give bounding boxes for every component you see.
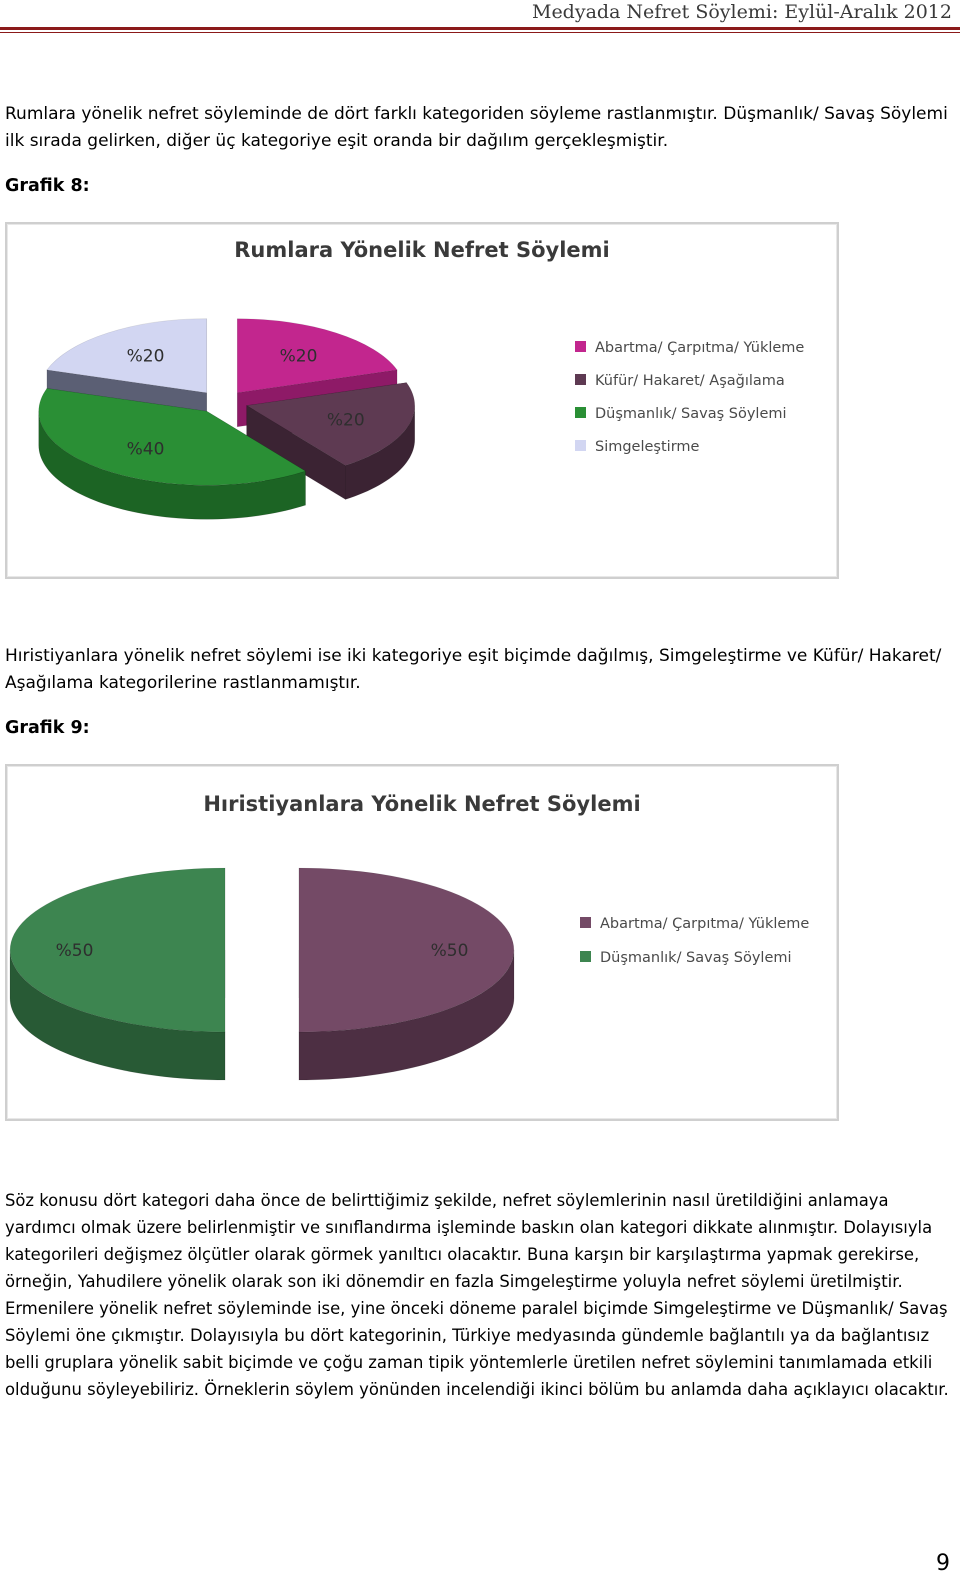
grafik-9-label: Grafik 9: xyxy=(5,718,90,738)
legend-swatch xyxy=(575,341,586,352)
legend-label: Düşmanlık/ Savaş Söylemi xyxy=(600,950,792,966)
legend-item-kufur-hakaret-asagilama xyxy=(575,373,785,389)
pie-group xyxy=(10,868,514,1080)
chart-hiristiyanlara-svg xyxy=(7,766,837,1119)
legend-item-dusmanlik-savas-soylemi xyxy=(580,950,792,966)
data-label: %50 xyxy=(430,941,469,961)
legend-item-dusmanlik-savas-soylemi xyxy=(575,406,787,422)
chart-rumlara-svg xyxy=(7,224,837,577)
legend-swatch xyxy=(580,917,591,928)
legend-label: Abartma/ Çarpıtma/ Yükleme xyxy=(600,916,810,932)
legend xyxy=(580,916,809,966)
legend xyxy=(575,340,804,455)
chart-rumlara xyxy=(5,222,839,579)
legend-label: Küfür/ Hakaret/ Aşağılama xyxy=(595,373,785,389)
slice-abartma-carpitma-yukleme xyxy=(299,868,514,1080)
legend-item-abartma-carpitma-yukleme xyxy=(575,340,804,356)
chart-title: Hıristiyanlara Yönelik Nefret Söylemi xyxy=(203,792,641,816)
legend-swatch xyxy=(575,374,586,385)
data-label: %20 xyxy=(126,346,165,367)
running-header: Medyada Nefret Söylemi: Eylül-Aralık 2012 xyxy=(531,1,952,23)
grafik-8-label: Grafik 8: xyxy=(5,176,90,196)
chart-title: Rumlara Yönelik Nefret Söylemi xyxy=(234,238,610,262)
header-rule xyxy=(0,27,960,30)
header-rule-thin xyxy=(0,32,960,33)
legend-label: Simgeleştirme xyxy=(595,439,700,455)
data-label: %20 xyxy=(279,346,318,367)
data-label: %40 xyxy=(126,439,165,460)
paragraph-conclusion: Söz konusu dört kategori daha önce de belirttiğimiz şekilde, nefret söylemlerinin nasıl üretildiğini anlamaya yardımcı olmak üzere belirlenmiştir ve sınıflandırma işleminde baskın olan kategori dikkate alınmıştır. Dolayısıyla kategorileri değişmez ölçütler olarak görmek yanıltıcı olacaktır. Buna karşın bir karşılaştırma yapmak gerekirse, örneğin, Yahudilere yönelik olarak son iki dönemdir en fazla Simgeleştirme yoluyla nefret söylemi üretilmiştir. Ermenilere yönelik nefret söyleminde ise, yine önceki döneme paralel biçimde Simgeleştirme ve Düşmanlık/ Savaş Söylemi öne çıkmıştır. Dolayısıyla bu dört kategorinin, Türkiye medyasında gündemle bağlantılı ya da bağlantısız belli gruplara yönelik sabit biçimde ve çoğu zaman tipik yöntemlerle üretilen nefret söylemini tanımlamada etkili olduğunu söyleyebiliriz. Örneklerin söylem yönünden incelendiği ikinci bölüm bu anlamda daha açıklayıcı olacaktır. xyxy=(5,1191,949,1399)
legend-item-abartma-carpitma-yukleme xyxy=(580,916,809,932)
chart-hiristiyanlara xyxy=(5,764,839,1121)
data-label: %50 xyxy=(55,941,94,961)
slice-dusmanlik-savas-soylemi xyxy=(10,868,225,1080)
legend-item-simgelestirme xyxy=(575,439,700,455)
legend-label: Düşmanlık/ Savaş Söylemi xyxy=(595,406,787,422)
legend-swatch xyxy=(575,440,586,451)
legend-swatch xyxy=(575,407,586,418)
data-label: %20 xyxy=(326,410,365,431)
paragraph-hiristiyanlara: Hıristiyanlara yönelik nefret söylemi ise iki kategoriye eşit biçimde dağılmış, Simgeleştirme ve Küfür/ Hakaret/ Aşağılama kategorilerine rastlanmamıştır. xyxy=(5,646,942,693)
pie-group xyxy=(39,319,415,520)
paragraph-rumlara: Rumlara yönelik nefret söyleminde de dört farklı kategoriden söyleme rastlanmıştır. Düşmanlık/ Savaş Söylemi ilk sırada gelirken, diğer üç kategoriye eşit oranda bir dağılım gerçekleşmiştir. xyxy=(5,104,948,151)
legend-label: Abartma/ Çarpıtma/ Yükleme xyxy=(595,340,805,356)
legend-swatch xyxy=(580,951,591,962)
page-number: 9 xyxy=(936,1551,950,1576)
